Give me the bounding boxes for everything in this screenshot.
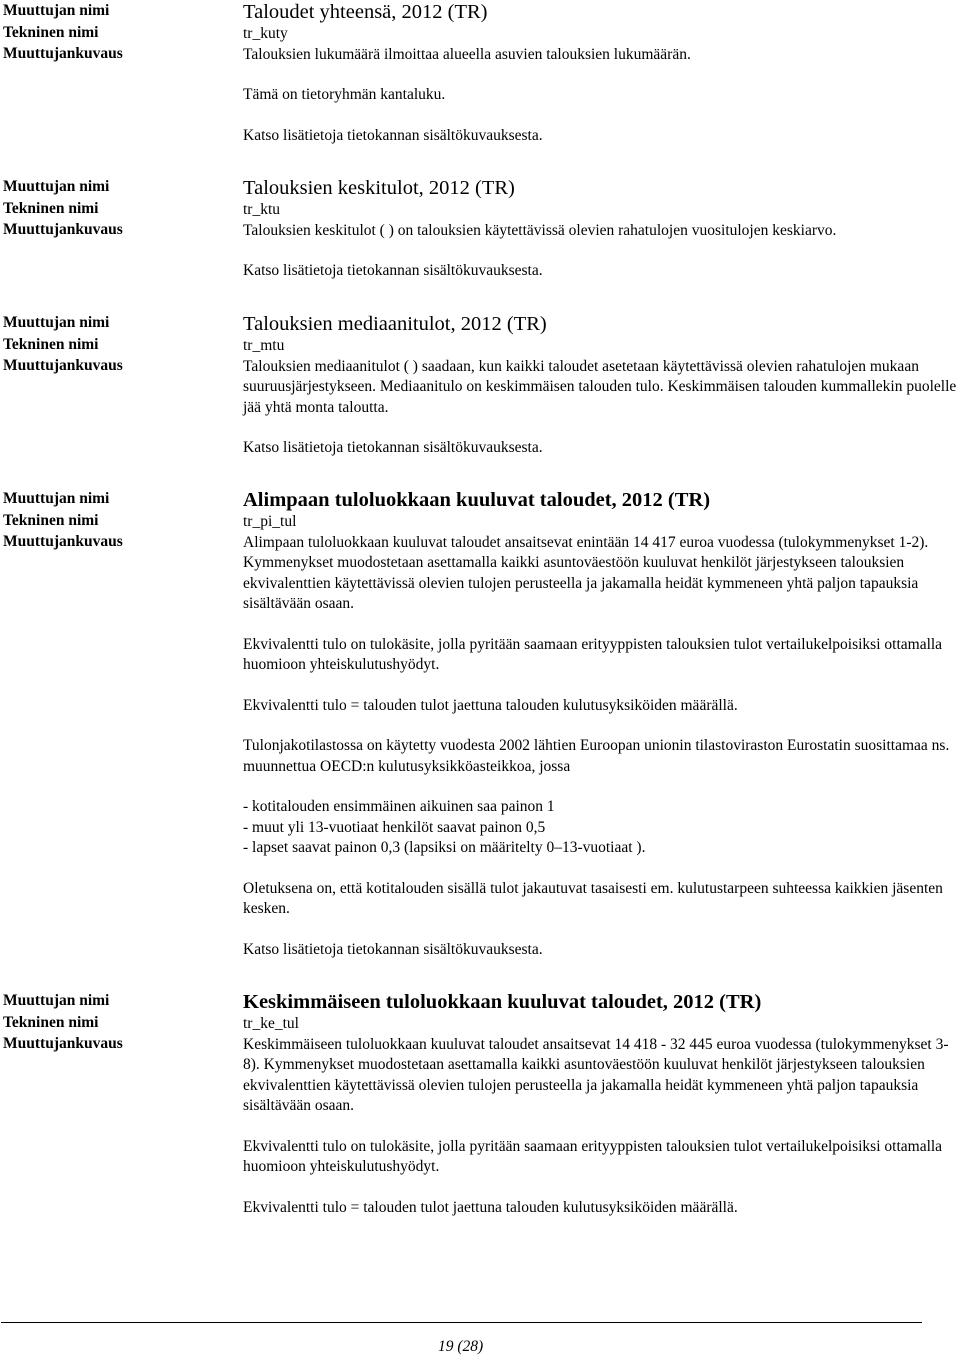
footer-divider <box>1 1322 922 1323</box>
technical-name-label: Tekninen nimi <box>3 199 99 217</box>
description-paragraph: Ekvivalentti tulo on tulokäsite, jolla pyritään saamaan erityyppisten talouksien tulot vertailukelpoisiksi ottamalla huomioon yhteiskulutushyödyt. <box>243 1137 943 1175</box>
description-paragraph: Tämä on tietoryhmän kantaluku. <box>243 86 446 103</box>
variable-name-label: Muuttujan nimi <box>3 178 110 195</box>
description-label: Muuttujankuvaus <box>3 221 123 238</box>
entry-content <box>243 312 957 459</box>
description-paragraph: Ekvivalentti tulo = talouden tulot jaettuna talouden kulutusyksiköiden määrällä. <box>243 696 738 714</box>
variable-title: Keskimmäiseen tuloluokkaan kuuluvat taloudet, 2012 (TR) <box>243 991 762 1013</box>
technical-name: tr_mtu <box>243 337 285 354</box>
technical-name-label: Tekninen nimi <box>3 23 99 41</box>
description-paragraph: Talouksien keskitulot ( ) on talouksien käytettävissä olevien rahatulojen vuositulojen keskiarvo. <box>243 221 837 239</box>
page-number: 19 (28) <box>438 1338 484 1355</box>
technical-name: tr_kuty <box>243 25 288 42</box>
description-paragraph: Ekvivalentti tulo = talouden tulot jaettuna talouden kulutusyksiköiden määrällä. <box>243 1198 738 1216</box>
description-label: Muuttujankuvaus <box>3 1035 123 1052</box>
entry-content <box>243 990 957 1218</box>
description-paragraph: Talouksien lukumäärä ilmoittaa alueella asuvien talouksien lukumäärän. <box>243 45 691 63</box>
description-paragraph: Oletuksena on, että kotitalouden sisällä tulot jakautuvat tasaisesti em. kulutustarpeen suhteessa kaikkien jäsenten kesken. <box>243 879 943 917</box>
description-paragraph: Alimpaan tuloluokkaan kuuluvat taloudet ansaitsevat enintään 14 417 euroa vuodessa (tulokymmenykset 1-2). Kymmenykset muodostetaan asettamalla kaikki asuntoväestöön kuuluvat henkilöt järjestykseen talouksien ekvivalenttien käytettävissä olevien tulojen perusteella ja jakamalla heidät kymmeneen yhtä paljon tapauksia sisältävään osaan. <box>243 533 929 612</box>
more-info-paragraph: Katso lisätietoja tietokannan sisältökuvauksesta. <box>243 940 543 958</box>
label-column <box>3 488 183 553</box>
technical-name-label: Tekninen nimi <box>3 511 99 529</box>
variable-name-label: Muuttujan nimi <box>3 2 110 19</box>
description-label: Muuttujankuvaus <box>3 533 123 550</box>
label-column <box>3 312 183 377</box>
technical-name-label: Tekninen nimi <box>3 335 99 353</box>
variable-name-label: Muuttujan nimi <box>3 992 110 1009</box>
more-info-paragraph: Katso lisätietoja tietokannan sisältökuvauksesta. <box>243 126 543 144</box>
variable-title: Alimpaan tuloluokkaan kuuluvat taloudet, 2012 (TR) <box>243 489 711 511</box>
technical-name-label: Tekninen nimi <box>3 1013 99 1031</box>
variable-title: Talouksien keskitulot, 2012 (TR) <box>243 177 515 199</box>
variable-name-label: Muuttujan nimi <box>3 490 110 507</box>
entry-content <box>243 0 957 146</box>
weight-list: - kotitalouden ensimmäinen aikuinen saa painon 1 - muut yli 13-vuotiaat henkilöt saavat painon 0,5 - lapset saavat painon 0,3 (lapsiksi on määritelty 0–13-vuotiaat ). <box>243 798 646 856</box>
label-column <box>3 0 183 65</box>
variable-title: Taloudet yhteensä, 2012 (TR) <box>243 1 488 23</box>
technical-name: tr_ke_tul <box>243 1015 299 1032</box>
label-column <box>3 176 183 241</box>
description-label: Muuttujankuvaus <box>3 45 123 62</box>
label-column <box>3 990 183 1055</box>
description-paragraph: Talouksien mediaanitulot ( ) saadaan, kun kaikki taloudet asetetaan käytettävissä olevien rahatulojen mukaan suuruusjärjestykseen. Mediaanitulo on keskimmäisen talouden tulo. Keskimmäisen talouden kummallekin puolelle jää yhtä monta taloutta. <box>243 357 957 416</box>
more-info-paragraph: Katso lisätietoja tietokannan sisältökuvauksesta. <box>243 262 543 279</box>
variable-title: Talouksien mediaanitulot, 2012 (TR) <box>243 313 547 335</box>
variable-name-label: Muuttujan nimi <box>3 314 110 331</box>
entry-content <box>243 488 957 960</box>
description-label: Muuttujankuvaus <box>3 357 123 374</box>
description-paragraph: Ekvivalentti tulo on tulokäsite, jolla pyritään saamaan erityyppisten talouksien tulot vertailukelpoisiksi ottamalla huomioon yhteiskulutushyödyt. <box>243 635 943 673</box>
description-paragraph: Tulonjakotilastossa on käytetty vuodesta 2002 lähtien Euroopan unionin tilastoviraston Eurostatin suosittamaa ns. muunnettua OECD:n kulutusyksikköasteikkoa, jossa <box>243 737 950 775</box>
technical-name: tr_ktu <box>243 201 281 218</box>
entry-content <box>243 176 957 282</box>
more-info-paragraph: Katso lisätietoja tietokannan sisältökuvauksesta. <box>243 439 543 456</box>
description-paragraph: Keskimmäiseen tuloluokkaan kuuluvat taloudet ansaitsevat 14 418 - 32 445 euroa vuodessa (tulokymmenykset 3-8). Kymmenykset muodostetaan asettamalla kaikki asuntoväestöön kuuluvat henkilöt järjestykseen talouksien ekvivalenttien käytettävissä olevien tulojen perusteella ja jakamalla heidät kymmeneen yhtä paljon tapauksia sisältävään osaan. <box>243 1035 949 1114</box>
technical-name: tr_pi_tul <box>243 513 297 530</box>
